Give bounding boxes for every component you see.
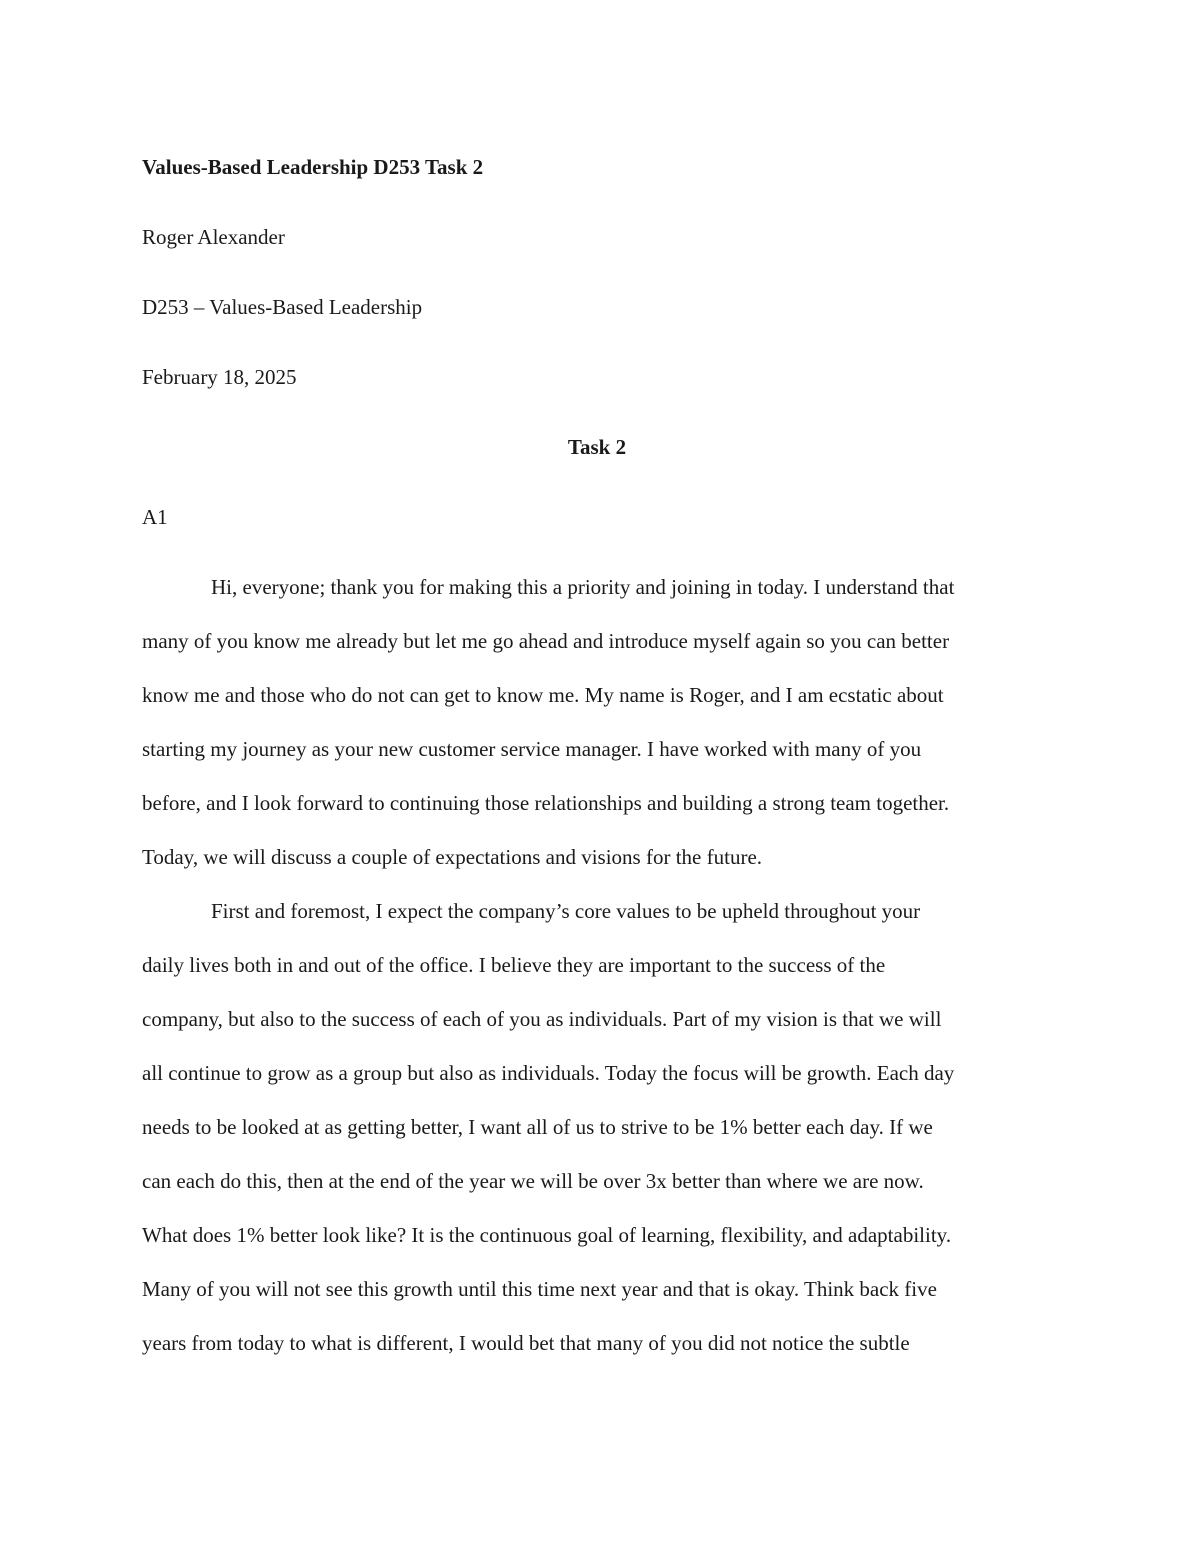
paragraph-line: starting my journey as your new customer service manager. I have worked with many of you (142, 737, 922, 761)
paragraph-intro (142, 560, 1052, 884)
paragraph-line: needs to be looked at as getting better, I want all of us to strive to be 1% better each day. If we (142, 1115, 933, 1139)
document-date: February 18, 2025 (142, 365, 297, 389)
paragraph-line: know me and those who do not can get to know me. My name is Roger, and I am ecstatic about (142, 683, 944, 707)
document-page (142, 140, 1052, 1370)
paragraph-line: company, but also to the success of each of you as individuals. Part of my vision is that we will (142, 1007, 942, 1031)
paragraph-expectations (142, 884, 1052, 1370)
section-label: A1 (142, 505, 168, 529)
course-name: D253 – Values-Based Leadership (142, 295, 423, 319)
paragraph-line: years from today to what is different, I would bet that many of you did not notice the subtle (142, 1331, 910, 1355)
paragraph-line: Hi, everyone; thank you for making this a priority and joining in today. I understand that (211, 575, 955, 599)
paragraph-line: First and foremost, I expect the company’s core values to be upheld throughout your (211, 899, 921, 923)
paragraph-line: Many of you will not see this growth until this time next year and that is okay. Think back five (142, 1277, 937, 1301)
paragraph-line: can each do this, then at the end of the year we will be over 3x better than where we are now. (142, 1169, 924, 1193)
paragraph-line: daily lives both in and out of the office. I believe they are important to the success of the (142, 953, 886, 977)
section-heading: Task 2 (567, 435, 627, 459)
paragraph-line: many of you know me already but let me go ahead and introduce myself again so you can better (142, 629, 950, 653)
paragraph-line: What does 1% better look like? It is the continuous goal of learning, flexibility, and adaptability. (142, 1223, 952, 1247)
paragraph-line: before, and I look forward to continuing those relationships and building a strong team together. (142, 791, 950, 815)
paragraph-line: Today, we will discuss a couple of expectations and visions for the future. (142, 845, 763, 869)
author-name: Roger Alexander (142, 225, 285, 249)
document-title: Values-Based Leadership D253 Task 2 (142, 155, 484, 179)
paragraph-line: all continue to grow as a group but also as individuals. Today the focus will be growth. Each day (142, 1061, 955, 1085)
